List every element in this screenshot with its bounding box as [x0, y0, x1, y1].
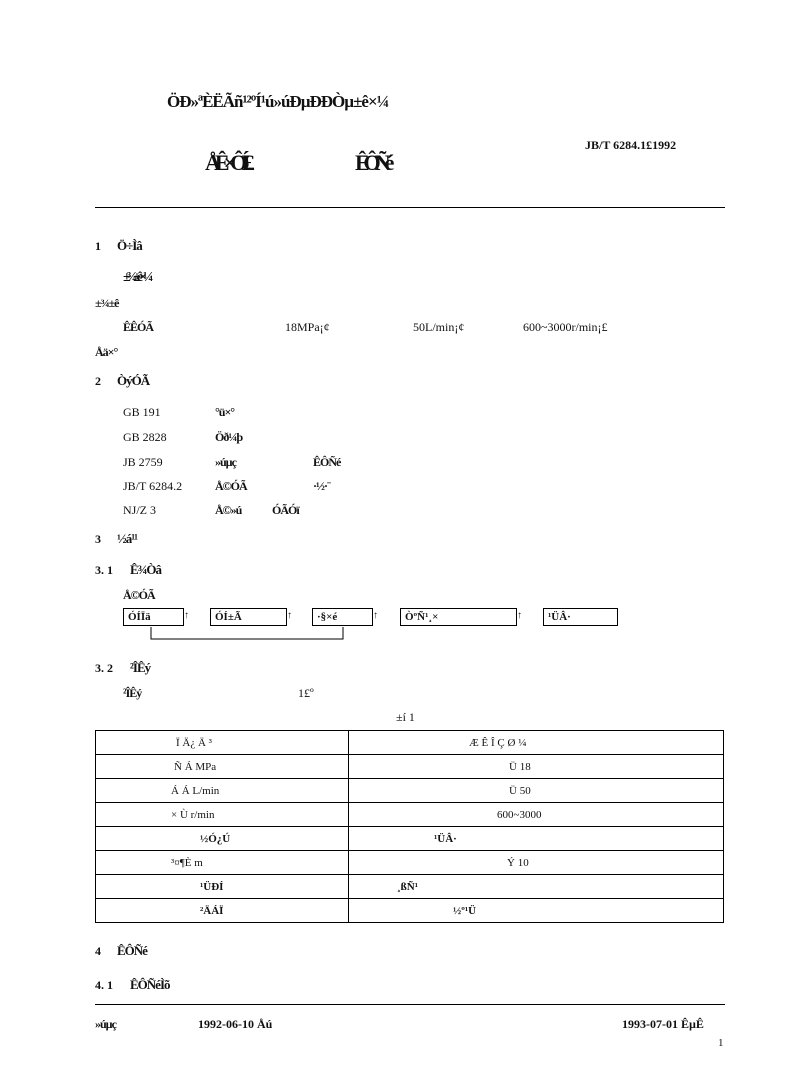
section-3-number: 3 — [95, 532, 101, 546]
reference-title: °ü×° — [215, 405, 235, 419]
reference-title-2: ·½·¨ — [313, 479, 330, 493]
scope-speed: 600~3000r/min¡£ — [523, 320, 608, 334]
section-4-1-title: ÊÔÑéÌõ — [130, 977, 170, 992]
reference-title-2: ÊÔÑé — [313, 455, 341, 469]
reference-title: Öð¼þ — [215, 430, 243, 444]
flow-box-pipeline: ¹ÜÂ· — [543, 608, 618, 626]
section-3-1-title: Ê¾Òâ — [130, 562, 162, 577]
reference-code: NJ/Z 3 — [123, 503, 156, 517]
diagram-intro: Å©ÓÃ — [123, 588, 155, 602]
standard-number: JB/T 6284.1£1992 — [585, 138, 677, 152]
table-cell: × Ù r/min — [171, 808, 215, 821]
arrow-icon: ↑ — [287, 610, 292, 621]
spec-table — [95, 730, 724, 923]
table-row — [96, 875, 724, 899]
footer-issuer: »úµç — [95, 1017, 116, 1031]
table-header-row — [96, 731, 724, 755]
standard-title-right: ÊÔÑé — [355, 150, 389, 175]
table-row — [96, 851, 724, 875]
table-cell: ½Ó¿Ú — [200, 832, 231, 845]
table-cell: Á Á L/min — [171, 784, 220, 797]
reference-title: Å©»ú — [215, 503, 242, 517]
section-3-2-number: 3. 2 — [95, 661, 113, 675]
section-4-1-number: 4. 1 — [95, 978, 113, 992]
reference-title: Å©ÓÃ — [215, 479, 247, 493]
table-row — [96, 755, 724, 779]
table-cell: 600~3000 — [497, 808, 542, 821]
header-divider — [95, 207, 725, 208]
table-cell: Ü 50 — [509, 784, 531, 797]
arrow-icon: ↑ — [373, 610, 378, 621]
table-reference: 1£º — [298, 686, 314, 700]
scope-line1-lead: ±¾±ê — [95, 296, 119, 310]
return-line — [145, 626, 350, 642]
section-1-title: Ö÷Ìâ — [117, 238, 142, 253]
section-1-number: 1 — [95, 239, 101, 253]
reference-title: »úµç — [215, 455, 236, 469]
arrow-icon: ↑ — [517, 610, 522, 621]
flow-box-valve: ·§×é — [312, 608, 373, 626]
reference-title-2: ÓÃÓï — [272, 503, 299, 517]
reference-code: GB 191 — [123, 405, 161, 419]
section-4-number: 4 — [95, 944, 101, 958]
scope-block: ±¾±ê×¼ — [123, 270, 150, 285]
footer-divider — [95, 1004, 725, 1005]
section-3-1-number: 3. 1 — [95, 563, 113, 577]
scope-flow: 50L/min¡¢ — [413, 320, 465, 334]
scope-line2-lead: ÊÊÓÃ — [123, 320, 154, 334]
section-2-title: ÒýÓÃ — [117, 373, 150, 388]
table-caption: ±í 1 — [396, 710, 415, 724]
params-intro: ²ÎÊý — [123, 686, 142, 700]
section-4-title: ÊÔÑé — [117, 943, 147, 958]
flow-box-pump: ÓÍ±Ã — [210, 608, 287, 626]
implementation-date: 1993-07-01 ÊµÊ — [622, 1017, 704, 1031]
flow-box-oil-tank: ÓÍÏä — [123, 608, 184, 626]
table-row — [96, 827, 724, 851]
table-cell: Ñ Á MPa — [174, 760, 217, 773]
section-3-2-title: ²ÎÊý — [130, 660, 151, 675]
ministry-title: ÖÐ»ªÈËÃñ¹²ºÍ¹ú»úÐµÐÐÒµ±ê×¼ — [167, 92, 389, 111]
table-cell: ¸ßÑ¹ — [397, 880, 419, 893]
reference-code: JB/T 6284.2 — [123, 479, 183, 493]
page-number: 1 — [718, 1037, 724, 1049]
scope-line3-lead: Åä×° — [95, 345, 118, 359]
table-cell: ½º¹Ü — [453, 904, 477, 917]
table-cell: ¹ÜÂ· — [434, 832, 457, 845]
table-cell: Ý 10 — [507, 856, 529, 869]
table-cell: ³¤¶È m — [171, 856, 203, 869]
table-cell: ²ÄÁÏ — [200, 904, 224, 917]
issue-date: 1992-06-10 Åú — [198, 1017, 273, 1031]
table-row — [96, 803, 724, 827]
arrow-icon: ↑ — [184, 610, 189, 621]
standard-title-left: ÅÊ×ÔÍ£ — [205, 150, 249, 175]
scope-pressure: 18MPa¡¢ — [285, 320, 330, 334]
table-cell: ¹ÜÐÍ — [200, 880, 224, 893]
table-row — [96, 779, 724, 803]
table-header-cell: Æ Ê Î Ç Ø ¼ — [469, 736, 527, 749]
table-header-cell: Ï Ä¿ Ä ³ — [176, 736, 212, 749]
flow-box-cylinder: ÒºÑ¹¸× — [400, 608, 517, 626]
table-row — [96, 899, 724, 923]
reference-code: JB 2759 — [123, 455, 163, 469]
table-cell: Ü 18 — [509, 760, 531, 773]
reference-code: GB 2828 — [123, 430, 167, 444]
section-3-title: ½á¹¹ — [117, 531, 138, 546]
section-2-number: 2 — [95, 374, 101, 388]
